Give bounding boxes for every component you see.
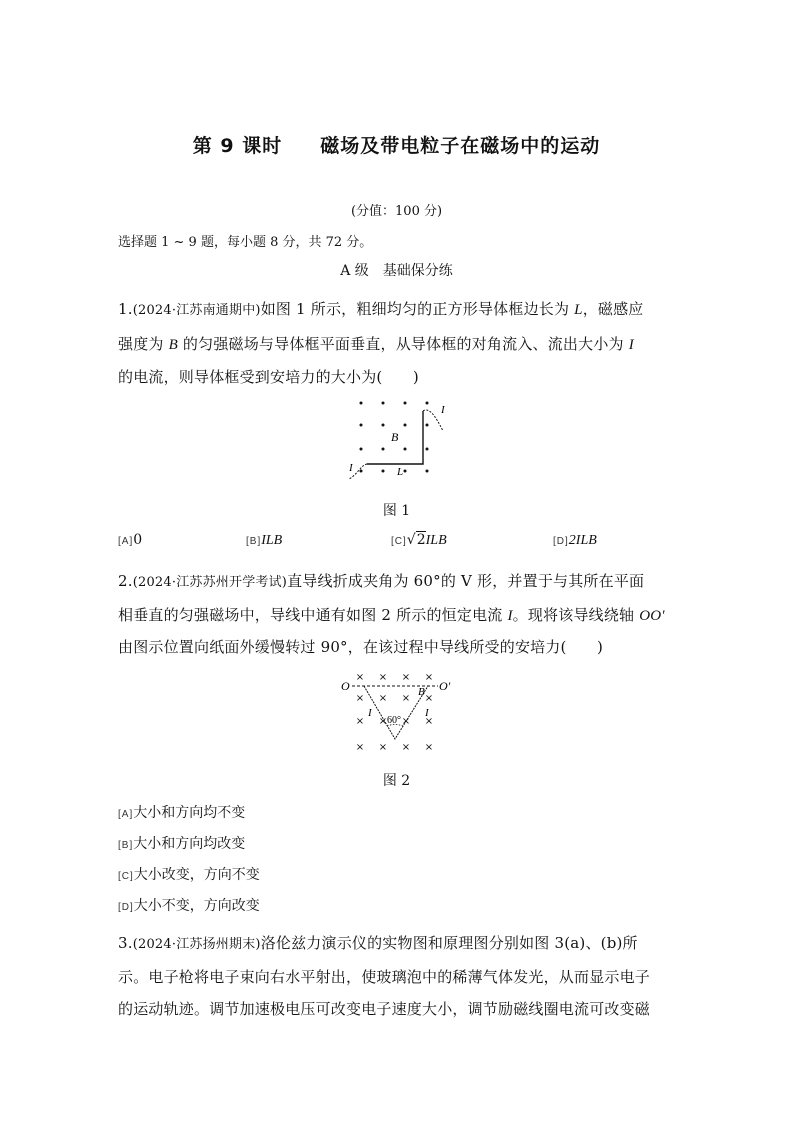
option-text: ILB — [261, 533, 283, 548]
label-B: B — [418, 686, 425, 698]
q3-text: 的运动轨迹。调节加速极电压可改变电子速度大小，调节励磁线圈电流可改变磁 — [118, 1000, 651, 1018]
svg-text:×: × — [378, 693, 388, 704]
sqrt-radicand: 2 — [416, 532, 426, 548]
q2-line-2 — [118, 604, 665, 625]
label-angle: 60° — [387, 715, 401, 726]
svg-text:×: × — [424, 716, 434, 727]
q2-line-3 — [118, 636, 603, 657]
q2-var-OO: OO′ — [639, 608, 665, 624]
svg-text:×: × — [355, 742, 365, 753]
label-O-prime: O′ — [439, 679, 451, 693]
lesson-title: 磁场及带电粒子在磁场中的运动 — [320, 135, 601, 157]
q2-text: 。现将该导线绕轴 — [512, 606, 640, 624]
q1-var-B: B — [168, 337, 178, 353]
option-tag: B — [121, 840, 129, 851]
q1-text: ，磁感应 — [582, 300, 644, 318]
svg-text:×: × — [424, 672, 434, 683]
option-text: 2ILB — [568, 533, 597, 548]
q2-text: 相垂直的匀强磁场中，导线中通有如图 2 所示的恒定电流 — [118, 606, 508, 624]
q1-line-3 — [118, 366, 419, 387]
label-L: L — [397, 466, 404, 478]
figure-1-caption: 图 1 — [382, 503, 411, 519]
q2-text: 由图示位置向纸面外缓慢转过 90°，在该过程中导线所受的安培力( ) — [118, 638, 604, 656]
q2-source: (2024·江苏苏州开学考试) — [132, 575, 288, 590]
option-tag: D — [556, 536, 565, 547]
svg-text:×: × — [355, 693, 365, 704]
section-intro: 选择题 1 ~ 9 题，每小题 8 分，共 72 分。 — [118, 235, 373, 250]
q3-text: 示。电子枪将电子束向右水平射出，使玻璃泡中的稀薄气体发光，从而显示电子 — [118, 968, 651, 986]
svg-text:×: × — [355, 672, 365, 683]
option-text: 大小和方向均改变 — [133, 836, 246, 852]
svg-text:×: × — [401, 716, 411, 727]
label-I-out: I — [441, 404, 445, 416]
q2-number: 2. — [118, 572, 133, 590]
q2-var-I: I — [507, 608, 513, 624]
svg-text:×: × — [401, 742, 411, 753]
figure-1-diagram — [335, 393, 465, 483]
lesson-number: 第 9 课时 — [192, 135, 283, 157]
q1-option-c[interactable]: [C]√2ILB — [391, 532, 447, 548]
figure-2-caption: 图 2 — [382, 773, 411, 789]
q1-option-a[interactable]: [A]0 — [118, 532, 143, 548]
q1-number: 1. — [118, 300, 133, 318]
q1-text: 的电流，则导体框受到安培力的大小为( ) — [118, 368, 419, 386]
q1-line-2 — [118, 333, 634, 354]
q1-source: (2024·江苏南通期中) — [132, 303, 261, 318]
q3-line-1 — [118, 932, 638, 953]
label-O: O — [341, 679, 350, 693]
label-I-right: I — [425, 707, 429, 719]
q1-text: 的匀强磁场与导体框平面垂直，从导体框的对角流入、流出大小为 — [177, 335, 629, 353]
q1-option-d[interactable]: [D]2ILB — [553, 533, 597, 548]
option-tag: D — [121, 902, 130, 913]
label-B: B — [391, 430, 399, 444]
svg-text:×: × — [401, 672, 411, 683]
option-tag: C — [394, 536, 403, 547]
figure-2-diagram — [338, 668, 458, 753]
option-text: ILB — [425, 533, 447, 548]
score-note: (分值：100 分) — [350, 204, 443, 219]
q1-text: 强度为 — [118, 335, 169, 353]
svg-text:×: × — [401, 693, 411, 704]
svg-text:×: × — [378, 672, 388, 683]
q1-var-L: L — [574, 302, 583, 318]
label-I-left: I — [368, 707, 372, 719]
q3-source: (2024·江苏扬州期末) — [132, 937, 261, 952]
option-tag: A — [121, 536, 129, 547]
level-heading: A 级 基础保分练 — [340, 263, 453, 279]
q1-text: 如图 1 所示，粗细均匀的正方形导体框边长为 — [260, 300, 575, 318]
option-text: 大小和方向均不变 — [133, 805, 246, 821]
option-text: 大小不变，方向改变 — [133, 898, 260, 914]
page-title — [0, 131, 793, 158]
current-out-lead — [423, 410, 443, 431]
svg-text:×: × — [424, 693, 434, 704]
q2-option-a[interactable]: [A]大小和方向均不变 — [118, 805, 246, 821]
option-tag: B — [249, 536, 257, 547]
q2-option-c[interactable]: [C]大小改变，方向不变 — [118, 867, 260, 883]
svg-text:×: × — [378, 742, 388, 753]
q3-number: 3. — [118, 934, 133, 952]
svg-text:×: × — [355, 716, 365, 727]
q3-text: 洛伦兹力演示仪的实物图和原理图分别如图 3(a)、(b)所 — [260, 934, 638, 952]
svg-text:×: × — [378, 716, 388, 727]
q2-option-d[interactable]: [D]大小不变，方向改变 — [118, 898, 260, 914]
sqrt-sign: √ — [406, 532, 416, 548]
q1-line-1 — [118, 298, 644, 319]
option-tag: A — [121, 809, 129, 820]
option-tag: C — [121, 871, 130, 882]
q1-option-b[interactable]: [B]ILB — [246, 533, 283, 548]
q2-option-b[interactable]: [B]大小和方向均改变 — [118, 836, 246, 852]
option-text: 0 — [133, 532, 143, 548]
q2-text: 直导线折成夹角为 60°的 V 形，并置于与其所在平面 — [287, 572, 645, 590]
svg-text:×: × — [424, 742, 434, 753]
q2-line-1 — [118, 570, 644, 591]
option-text: 大小改变，方向不变 — [133, 867, 260, 883]
q3-line-2 — [118, 966, 650, 987]
q1-var-I: I — [628, 337, 634, 353]
label-I-in: I — [349, 462, 353, 474]
q3-line-3 — [118, 998, 650, 1019]
